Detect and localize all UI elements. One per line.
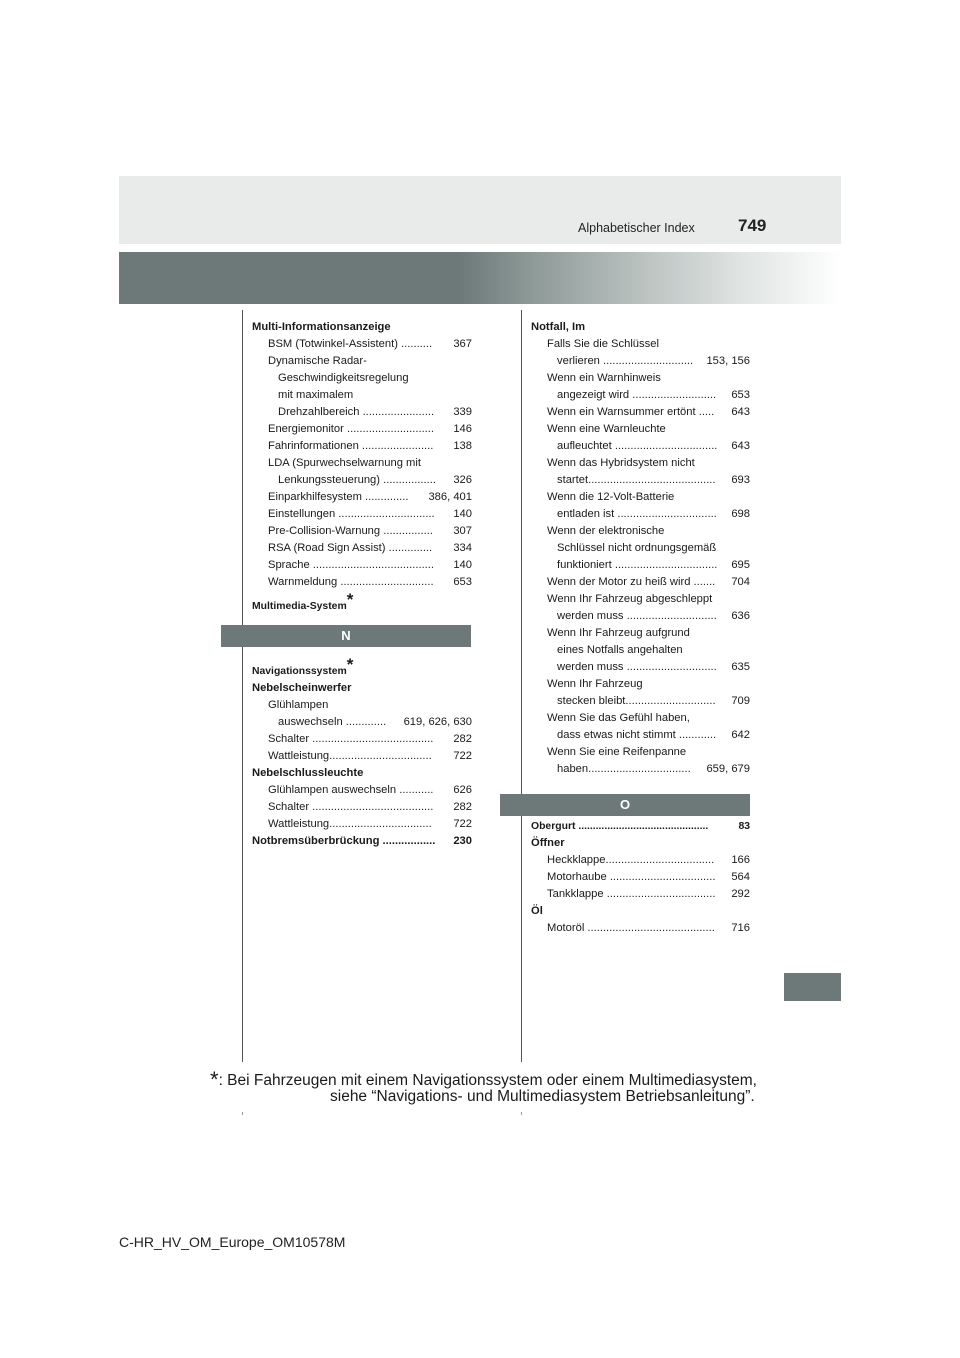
index-entry-text: Notbremsüberbrückung ................. bbox=[252, 835, 436, 847]
index-entry-text: Wenn ein Warnsummer ertönt ..... bbox=[547, 406, 715, 418]
index-entry-text: startet......................................... bbox=[557, 474, 716, 486]
index-entry-text: Motorhaube .................................. bbox=[547, 871, 716, 883]
index-entry-text: stecken bleibt............................. bbox=[557, 695, 716, 707]
index-entry bbox=[252, 353, 472, 370]
index-entry bbox=[531, 455, 750, 472]
index-entry-page: 653 bbox=[731, 389, 750, 401]
index-entry-text: Sprache ....................................... bbox=[268, 559, 434, 571]
index-entry-text: angezeigt wird ........................... bbox=[557, 389, 717, 401]
index-entry-text: Nebelscheinwerfer bbox=[252, 682, 352, 694]
footnote-star: * bbox=[210, 1067, 219, 1092]
section-letter-o: O bbox=[500, 794, 750, 816]
index-entry-page: 282 bbox=[453, 801, 472, 813]
index-entry-text: verlieren ............................. bbox=[557, 355, 694, 367]
index-entry-text: Schlüssel nicht ordnungsgemäß bbox=[557, 542, 717, 554]
index-entry bbox=[531, 319, 750, 336]
index-entry-text: Wenn das Hybridsystem nicht bbox=[547, 457, 695, 469]
index-entry bbox=[531, 387, 750, 404]
column-divider-right bbox=[521, 310, 522, 1062]
index-entry bbox=[531, 744, 750, 761]
index-entry bbox=[252, 816, 472, 833]
index-entry-text: Tankklappe ................................... bbox=[547, 888, 716, 900]
index-entry-page: 140 bbox=[453, 508, 472, 520]
index-column-right bbox=[531, 319, 750, 778]
section-title: Alphabetischer Index bbox=[578, 221, 695, 235]
index-entry bbox=[252, 523, 472, 540]
index-entry bbox=[252, 421, 472, 438]
index-entry bbox=[252, 540, 472, 557]
index-entry-page: 83 bbox=[738, 821, 750, 832]
index-entry-text: Wenn der elektronische bbox=[547, 525, 665, 537]
index-entry-text: Heckklappe................................... bbox=[547, 854, 715, 866]
index-entry bbox=[252, 438, 472, 455]
index-entry bbox=[252, 489, 472, 506]
index-entry bbox=[531, 608, 750, 625]
index-entry-text: Wenn Sie das Gefühl haben, bbox=[547, 712, 690, 724]
index-entry-page: 704 bbox=[731, 576, 750, 588]
index-entry-page: 230 bbox=[453, 835, 472, 847]
index-entry-page: 695 bbox=[731, 559, 750, 571]
index-entry-page: 367 bbox=[453, 338, 472, 350]
index-entry-text: Öl bbox=[531, 905, 543, 917]
index-entry bbox=[531, 642, 750, 659]
index-entry bbox=[252, 319, 472, 336]
index-entry-text: Fahrinformationen ....................... bbox=[268, 440, 434, 452]
index-entry bbox=[531, 404, 750, 421]
index-entry-page: 619, 626, 630 bbox=[403, 716, 472, 728]
index-entry-text: Öffner bbox=[531, 837, 565, 849]
index-entry bbox=[531, 370, 750, 387]
index-entry bbox=[252, 782, 472, 799]
index-entry-text: Nebelschlussleuchte bbox=[252, 767, 364, 779]
index-entry-page: 386, 401 bbox=[428, 491, 472, 503]
tick-mark bbox=[242, 1112, 243, 1115]
thumb-index-tab bbox=[784, 973, 841, 1001]
index-entry bbox=[531, 506, 750, 523]
index-entry bbox=[252, 574, 472, 591]
index-entry bbox=[252, 748, 472, 765]
tick-mark bbox=[521, 1112, 522, 1115]
index-entry bbox=[252, 506, 472, 523]
index-entry-page: 282 bbox=[453, 733, 472, 745]
index-entry bbox=[531, 835, 750, 852]
header-bar bbox=[119, 176, 841, 244]
index-entry-text: Einstellungen ............................... bbox=[268, 508, 435, 520]
index-entry-page: 626 bbox=[453, 784, 472, 796]
index-entry bbox=[531, 710, 750, 727]
index-entry bbox=[531, 869, 750, 886]
index-entry-page: 643 bbox=[731, 406, 750, 418]
index-entry-page: 138 bbox=[453, 440, 472, 452]
chapter-band bbox=[119, 252, 841, 304]
index-entry bbox=[531, 540, 750, 557]
index-entry-text: Schalter ....................................... bbox=[268, 801, 434, 813]
page-number: 749 bbox=[738, 216, 767, 235]
index-entry bbox=[252, 472, 472, 489]
index-entry bbox=[252, 336, 472, 353]
section-letter-n: N bbox=[221, 625, 471, 647]
index-entry bbox=[531, 920, 750, 937]
index-entry-text: Notfall, Im bbox=[531, 321, 586, 333]
index-entry-page: 339 bbox=[453, 406, 472, 418]
index-entry-text: Schalter ....................................... bbox=[268, 733, 434, 745]
index-entry-text: Glühlampen auswechseln ........... bbox=[268, 784, 434, 796]
index-entry-page: 693 bbox=[731, 474, 750, 486]
index-entry-text: eines Notfalls angehalten bbox=[557, 644, 683, 656]
footnote-text-1: : Bei Fahrzeugen mit einem Navigationssystem oder einem Multimediasystem, bbox=[218, 1072, 757, 1089]
index-entry-text: Wattleistung................................. bbox=[268, 818, 432, 830]
index-entry bbox=[531, 472, 750, 489]
index-entry-text: mit maximalem bbox=[278, 389, 354, 401]
index-entry-text: Obergurt ............................................. bbox=[531, 821, 709, 832]
index-entry-page: 642 bbox=[731, 729, 750, 741]
index-entry-text: Wenn Ihr Fahrzeug aufgrund bbox=[547, 627, 690, 639]
index-entry bbox=[252, 833, 472, 850]
index-entry bbox=[531, 676, 750, 693]
index-entry-page: 659, 679 bbox=[706, 763, 750, 775]
index-entry bbox=[531, 353, 750, 370]
index-entry-page: 643 bbox=[731, 440, 750, 452]
index-entry-text: Pre-Collision-Warnung ................ bbox=[268, 525, 433, 537]
index-entry-text: auswechseln ............. bbox=[278, 716, 387, 728]
index-entry-text: Wenn eine Warnleuchte bbox=[547, 423, 666, 435]
index-entry bbox=[531, 557, 750, 574]
index-entry-page: 334 bbox=[453, 542, 472, 554]
index-entry bbox=[531, 693, 750, 710]
index-entry-page: 564 bbox=[731, 871, 750, 883]
index-entry-page: 636 bbox=[731, 610, 750, 622]
index-entry-page: 166 bbox=[731, 854, 750, 866]
index-section-n bbox=[252, 656, 472, 850]
index-column-left bbox=[252, 319, 472, 615]
index-entry bbox=[531, 489, 750, 506]
index-entry-page: 292 bbox=[731, 888, 750, 900]
index-entry-text: entladen ist ................................ bbox=[557, 508, 717, 520]
index-entry-text: LDA (Spurwechselwarnung mit bbox=[268, 457, 421, 469]
index-entry bbox=[531, 523, 750, 540]
footnote-line-2: siehe “Navigations- und Multimediasystem Betriebsanleitung”. bbox=[330, 1088, 755, 1105]
index-entry bbox=[531, 659, 750, 676]
index-entry bbox=[252, 656, 472, 680]
index-entry-text: Multi-Informationsanzeige bbox=[252, 321, 391, 333]
index-entry-page: 635 bbox=[731, 661, 750, 673]
index-entry-page: 716 bbox=[731, 922, 750, 934]
index-entry-page: 326 bbox=[453, 474, 472, 486]
index-entry-text: Glühlampen bbox=[268, 699, 329, 711]
index-entry-text: Navigationssystem bbox=[252, 666, 347, 677]
index-entry-page: 153, 156 bbox=[706, 355, 750, 367]
index-entry bbox=[531, 336, 750, 353]
index-entry-text: Energiemonitor ............................ bbox=[268, 423, 435, 435]
index-entry-text: RSA (Road Sign Assist) .............. bbox=[268, 542, 433, 554]
index-entry-page: 698 bbox=[731, 508, 750, 520]
footnote-marker: * bbox=[346, 590, 354, 609]
index-entry-text: Wenn die 12-Volt-Batterie bbox=[547, 491, 675, 503]
index-entry bbox=[252, 370, 472, 387]
index-entry-page: 307 bbox=[453, 525, 472, 537]
index-entry bbox=[252, 680, 472, 697]
index-entry bbox=[252, 714, 472, 731]
index-entry-text: Wattleistung................................. bbox=[268, 750, 432, 762]
document-id: C-HR_HV_OM_Europe_OM10578M bbox=[119, 1234, 346, 1250]
index-entry-text: dass etwas nicht stimmt ............ bbox=[557, 729, 717, 741]
index-entry bbox=[531, 818, 750, 835]
index-section-o bbox=[531, 818, 750, 937]
index-entry-page: 722 bbox=[453, 818, 472, 830]
index-entry bbox=[531, 591, 750, 608]
index-entry-text: Lenkungssteuerung) ................. bbox=[278, 474, 436, 486]
index-entry bbox=[531, 727, 750, 744]
index-entry-page: 146 bbox=[453, 423, 472, 435]
index-entry-text: werden muss ............................. bbox=[557, 661, 717, 673]
index-entry bbox=[531, 438, 750, 455]
index-entry bbox=[252, 731, 472, 748]
index-entry-text: haben................................. bbox=[557, 763, 691, 775]
index-entry-text: Warnmeldung .............................. bbox=[268, 576, 434, 588]
index-entry-text: Drehzahlbereich ....................... bbox=[278, 406, 435, 418]
index-entry-text: Dynamische Radar- bbox=[268, 355, 367, 367]
index-entry bbox=[531, 421, 750, 438]
index-entry-text: BSM (Totwinkel-Assistent) .......... bbox=[268, 338, 433, 350]
index-entry bbox=[252, 557, 472, 574]
index-entry-page: 709 bbox=[731, 695, 750, 707]
index-entry-page: 722 bbox=[453, 750, 472, 762]
index-entry-text: Multimedia-System bbox=[252, 601, 347, 612]
index-entry bbox=[252, 591, 472, 615]
index-entry bbox=[252, 455, 472, 472]
index-entry-text: funktioniert ................................. bbox=[557, 559, 718, 571]
footnote-marker: * bbox=[346, 655, 354, 674]
index-entry bbox=[531, 903, 750, 920]
index-entry bbox=[531, 852, 750, 869]
index-entry-text: Wenn Ihr Fahrzeug abgeschleppt bbox=[547, 593, 713, 605]
index-entry-text: Wenn Sie eine Reifenpanne bbox=[547, 746, 687, 758]
index-entry bbox=[252, 799, 472, 816]
index-entry bbox=[252, 404, 472, 421]
index-entry-page: 653 bbox=[453, 576, 472, 588]
index-entry-page: 140 bbox=[453, 559, 472, 571]
index-entry-text: werden muss ............................. bbox=[557, 610, 717, 622]
column-divider-left bbox=[242, 310, 243, 1062]
index-entry bbox=[531, 761, 750, 778]
index-entry bbox=[531, 574, 750, 591]
index-entry bbox=[531, 886, 750, 903]
index-entry-text: Geschwindigkeitsregelung bbox=[278, 372, 409, 384]
index-entry-text: aufleuchtet ................................. bbox=[557, 440, 718, 452]
index-entry-text: Falls Sie die Schlüssel bbox=[547, 338, 659, 350]
index-entry-text: Wenn ein Warnhinweis bbox=[547, 372, 661, 384]
index-entry-text: Motoröl ......................................... bbox=[547, 922, 715, 934]
index-entry-text: Wenn der Motor zu heiß wird ....... bbox=[547, 576, 716, 588]
index-entry bbox=[252, 387, 472, 404]
index-entry bbox=[252, 765, 472, 782]
index-entry bbox=[531, 625, 750, 642]
index-entry-text: Einparkhilfesystem .............. bbox=[268, 491, 409, 503]
index-entry bbox=[252, 697, 472, 714]
index-entry-text: Wenn Ihr Fahrzeug bbox=[547, 678, 643, 690]
